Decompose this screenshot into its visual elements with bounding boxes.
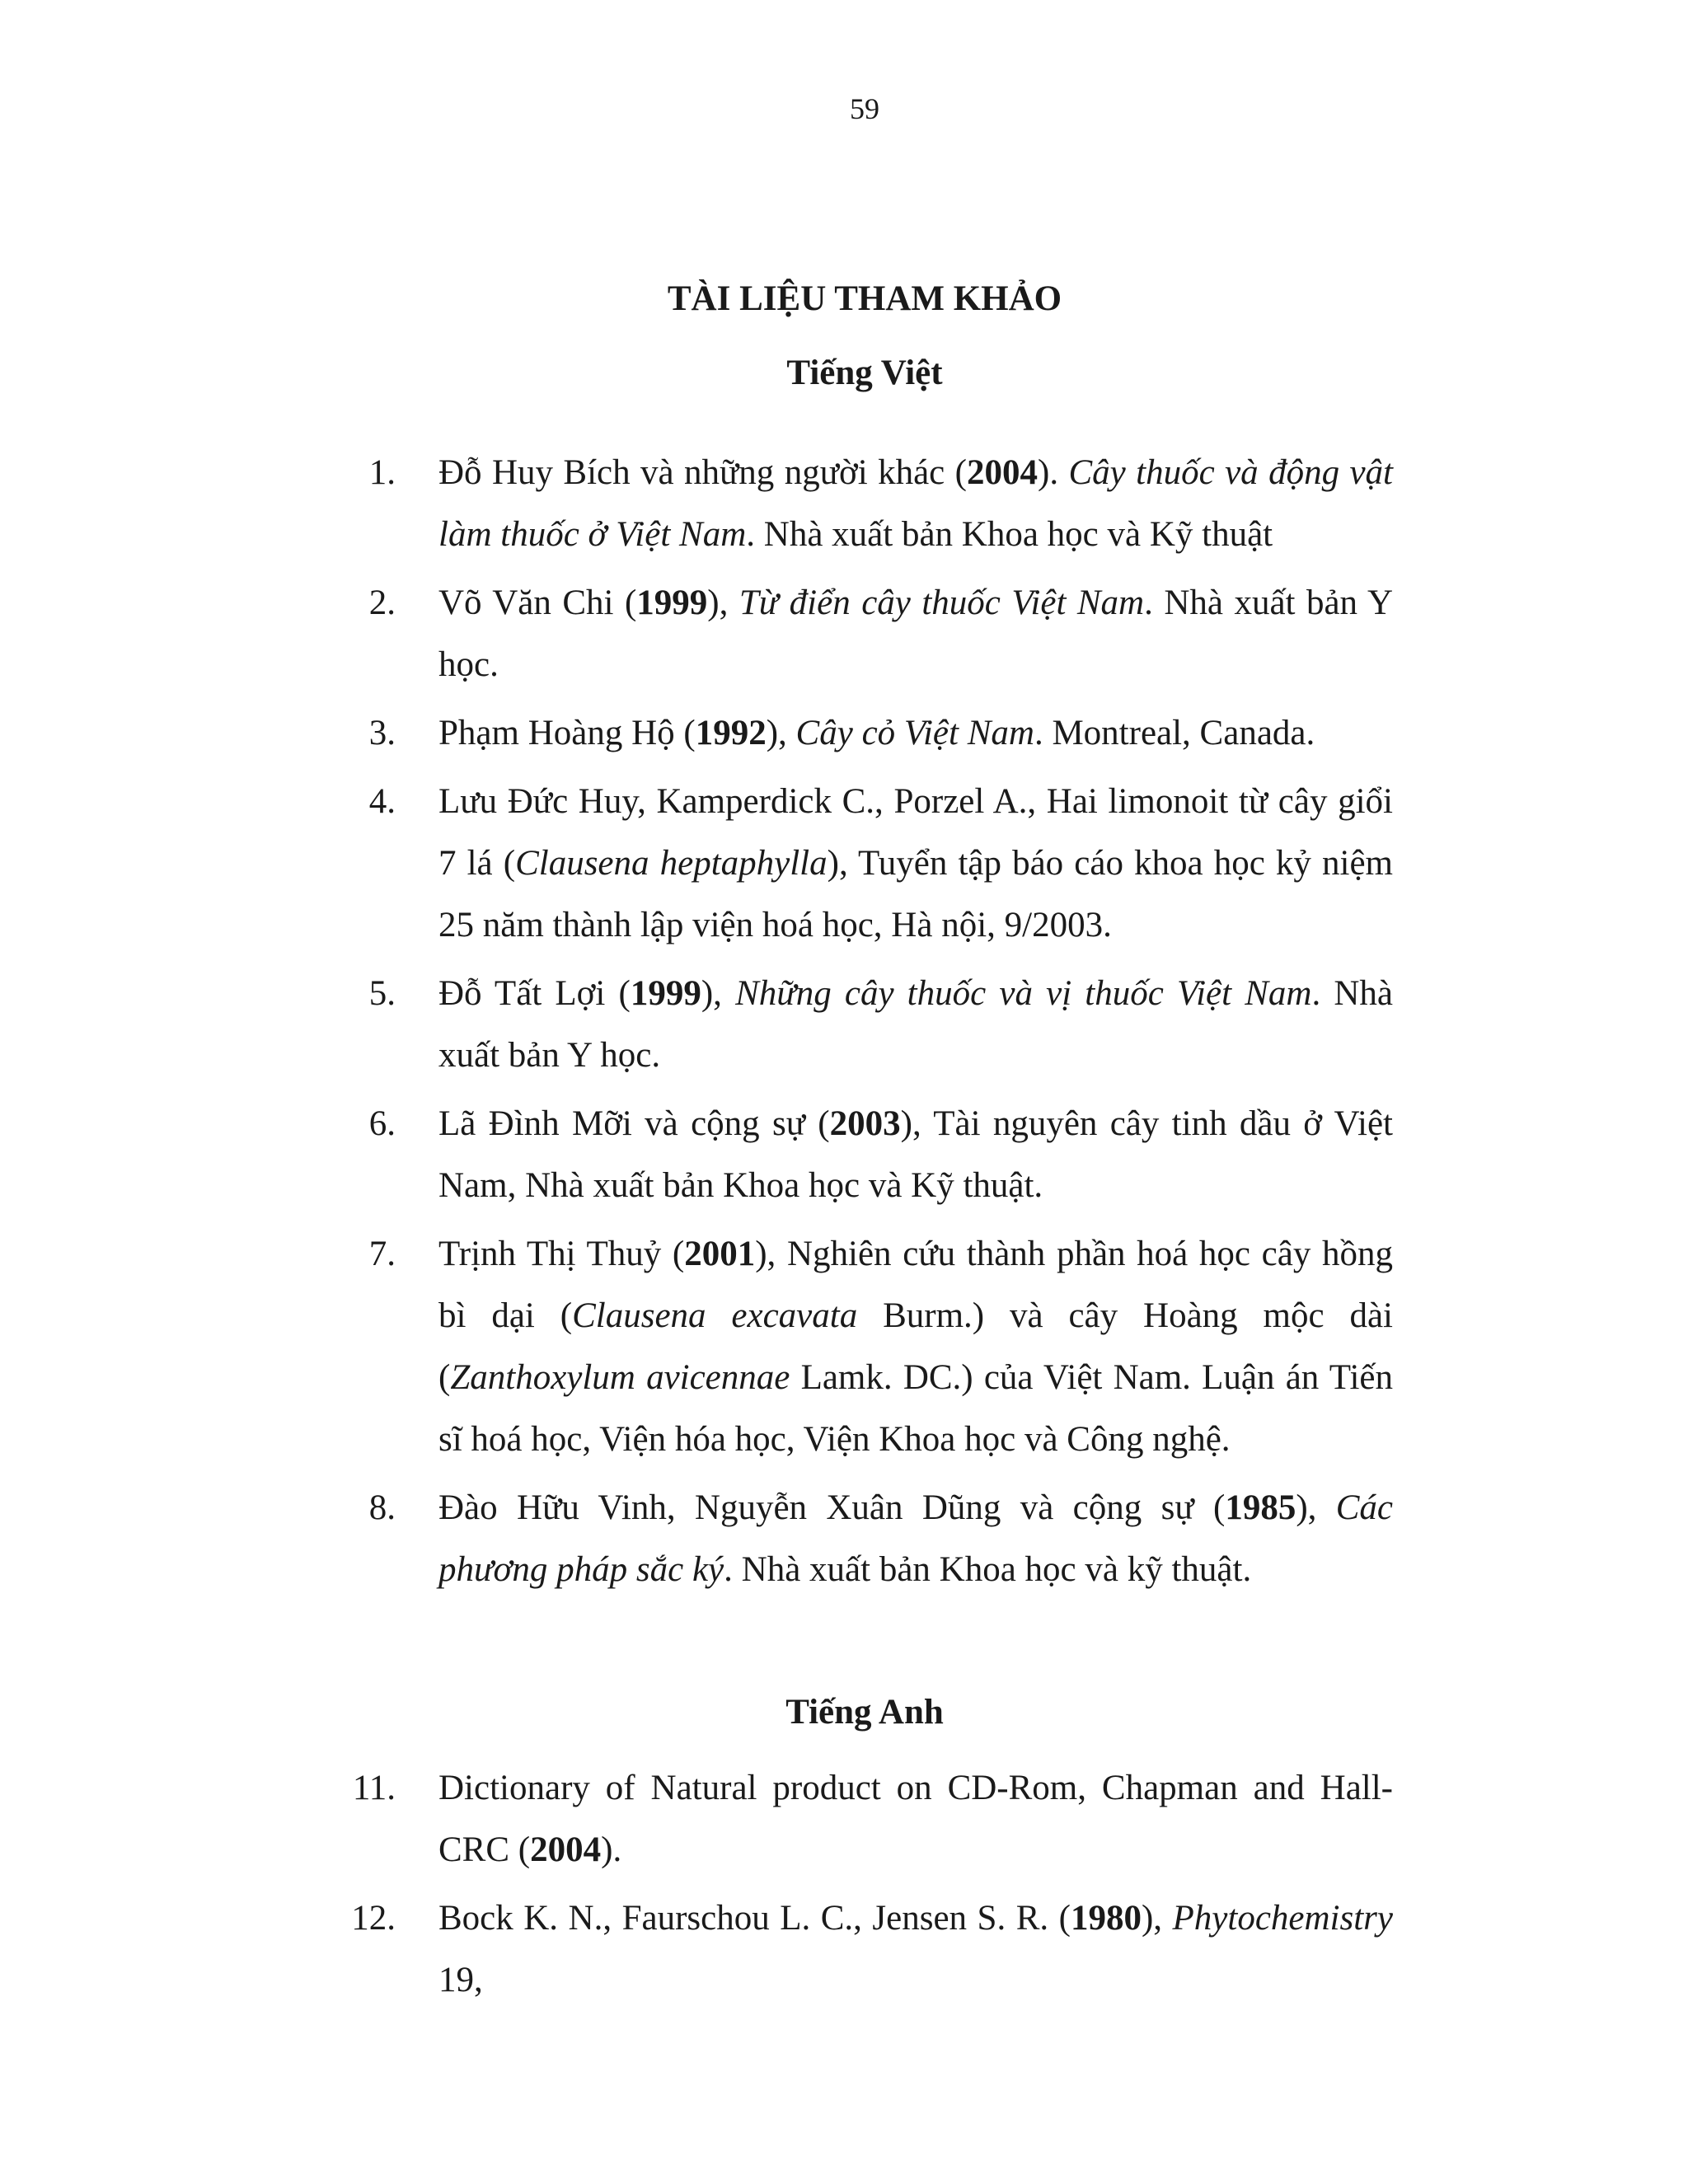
reference-number: 5. xyxy=(368,974,396,1013)
reference-fragment: . Nhà xuất bản Khoa học và kỹ thuật. xyxy=(724,1550,1252,1589)
reference-item xyxy=(297,442,1393,565)
reference-item xyxy=(297,1887,1393,2011)
reference-list-english xyxy=(297,1757,1393,2018)
reference-fragment: ), Tài nguyên cây tinh dầu ở Việt Nam, Nhà xuất bản Khoa học và Kỹ thuật. xyxy=(438,1104,1393,1205)
reference-year: 1992 xyxy=(695,714,767,752)
reference-fragment: . Nhà xuất bản Y học. xyxy=(438,974,1393,1075)
reference-italic-title: Cây thuốc và động vật làm thuốc ở Việt Nam xyxy=(438,453,1393,554)
reference-number: 12. xyxy=(351,1899,396,1938)
reference-text xyxy=(438,1887,1393,2011)
reference-fragment: Võ Văn Chi ( xyxy=(438,583,637,622)
reference-number: 8. xyxy=(368,1488,396,1527)
reference-italic-title: Clausena heptaphylla xyxy=(515,844,828,883)
reference-list-vietnamese xyxy=(297,442,1393,1607)
reference-italic-title: Các phương pháp sắc ký xyxy=(438,1488,1394,1589)
reference-year: 1999 xyxy=(630,974,701,1013)
reference-item xyxy=(297,572,1393,696)
reference-italic-title: Những cây thuốc và vị thuốc Việt Nam xyxy=(735,974,1312,1013)
reference-fragment: Đào Hữu Vinh, Nguyễn Xuân Dũng và cộng sự ( xyxy=(438,1488,1226,1527)
reference-fragment: Dictionary of Natural product on CD-Rom, Chapman and Hall-CRC ( xyxy=(438,1769,1393,1869)
reference-year: 2004 xyxy=(530,1830,602,1869)
reference-fragment: Lã Đình Mỡi và cộng sự ( xyxy=(438,1104,830,1143)
reference-text xyxy=(438,572,1393,696)
reference-year: 2004 xyxy=(967,453,1038,492)
reference-text xyxy=(438,1093,1393,1216)
reference-year: 1999 xyxy=(636,583,708,622)
page-number: 59 xyxy=(850,92,879,125)
reference-text xyxy=(438,1757,1393,1881)
reference-fragment: ). xyxy=(1038,453,1069,492)
reference-year: 2001 xyxy=(684,1235,756,1273)
reference-year: 1985 xyxy=(1225,1488,1296,1527)
reference-text xyxy=(438,1477,1393,1601)
reference-fragment: Lamk. DC.) của Việt Nam. Luận án Tiến sĩ hoá học, Viện hóa học, Viện Khoa học và Công nghệ. xyxy=(438,1358,1393,1459)
reference-fragment: Phạm Hoàng Hộ ( xyxy=(438,714,696,752)
reference-fragment: ), Nghiên cứu thành phần hoá học cây hồng bì dại ( xyxy=(438,1235,1393,1335)
reference-number: 3. xyxy=(368,714,396,752)
reference-item xyxy=(297,963,1393,1086)
reference-number: 4. xyxy=(368,782,396,821)
reference-number: 2. xyxy=(368,583,396,622)
reference-fragment: . Montreal, Canada. xyxy=(1034,714,1315,752)
reference-item xyxy=(297,1093,1393,1216)
reference-text xyxy=(438,963,1393,1086)
reference-fragment: . Nhà xuất bản Y học. xyxy=(438,583,1393,684)
reference-fragment: Burm.) và cây Hoàng mộc dài ( xyxy=(438,1296,1393,1397)
reference-fragment: ), xyxy=(707,583,739,622)
reference-fragment: . Nhà xuất bản Khoa học và Kỹ thuật xyxy=(746,515,1273,554)
reference-number: 1. xyxy=(368,453,396,492)
reference-number: 7. xyxy=(368,1235,396,1273)
reference-number: 11. xyxy=(352,1769,396,1807)
reference-fragment: ), xyxy=(1141,1899,1173,1938)
page-title: TÀI LIỆU THAM KHẢO xyxy=(667,279,1062,318)
reference-item xyxy=(297,1757,1393,1881)
reference-fragment: ), Tuyển tập báo cáo khoa học kỷ niệm 25 năm thành lập viện hoá học, Hà nội, 9/2003. xyxy=(438,844,1393,944)
reference-fragment: Đỗ Tất Lợi ( xyxy=(438,974,631,1013)
reference-fragment: Bock K. N., Faurschou L. C., Jensen S. R. ( xyxy=(438,1899,1071,1938)
reference-item xyxy=(297,702,1393,764)
reference-fragment: ), xyxy=(1296,1488,1336,1527)
reference-fragment: Lưu Đức Huy, Kamperdick C., Porzel A., Hai limonoit từ cây giổi 7 lá ( xyxy=(438,782,1393,883)
reference-year: 2003 xyxy=(829,1104,901,1143)
reference-italic-title: Phytochemistry xyxy=(1172,1899,1393,1938)
section-heading-vietnamese: Tiếng Việt xyxy=(786,354,943,392)
reference-number: 6. xyxy=(368,1104,396,1143)
reference-fragment: ), xyxy=(766,714,796,752)
reference-text xyxy=(438,702,1393,764)
reference-text xyxy=(438,1223,1393,1470)
reference-item xyxy=(297,1477,1393,1601)
reference-fragment: Trịnh Thị Thuỷ ( xyxy=(438,1235,685,1273)
reference-year: 1980 xyxy=(1070,1899,1142,1938)
reference-item xyxy=(297,771,1393,956)
reference-fragment: Đỗ Huy Bích và những người khác ( xyxy=(438,453,967,492)
reference-fragment: 19, xyxy=(438,1961,483,1999)
reference-fragment: ), xyxy=(701,974,736,1013)
reference-fragment: ). xyxy=(601,1830,622,1869)
reference-italic-title: Clausena excavata xyxy=(572,1296,858,1335)
reference-italic-title: Zanthoxylum avicennae xyxy=(450,1358,790,1397)
reference-text xyxy=(438,442,1393,565)
reference-text xyxy=(438,771,1393,956)
reference-item xyxy=(297,1223,1393,1470)
section-heading-english: Tiếng Anh xyxy=(785,1693,944,1732)
reference-italic-title: Cây cỏ Việt Nam xyxy=(795,714,1034,752)
reference-italic-title: Từ điển cây thuốc Việt Nam xyxy=(738,583,1145,622)
